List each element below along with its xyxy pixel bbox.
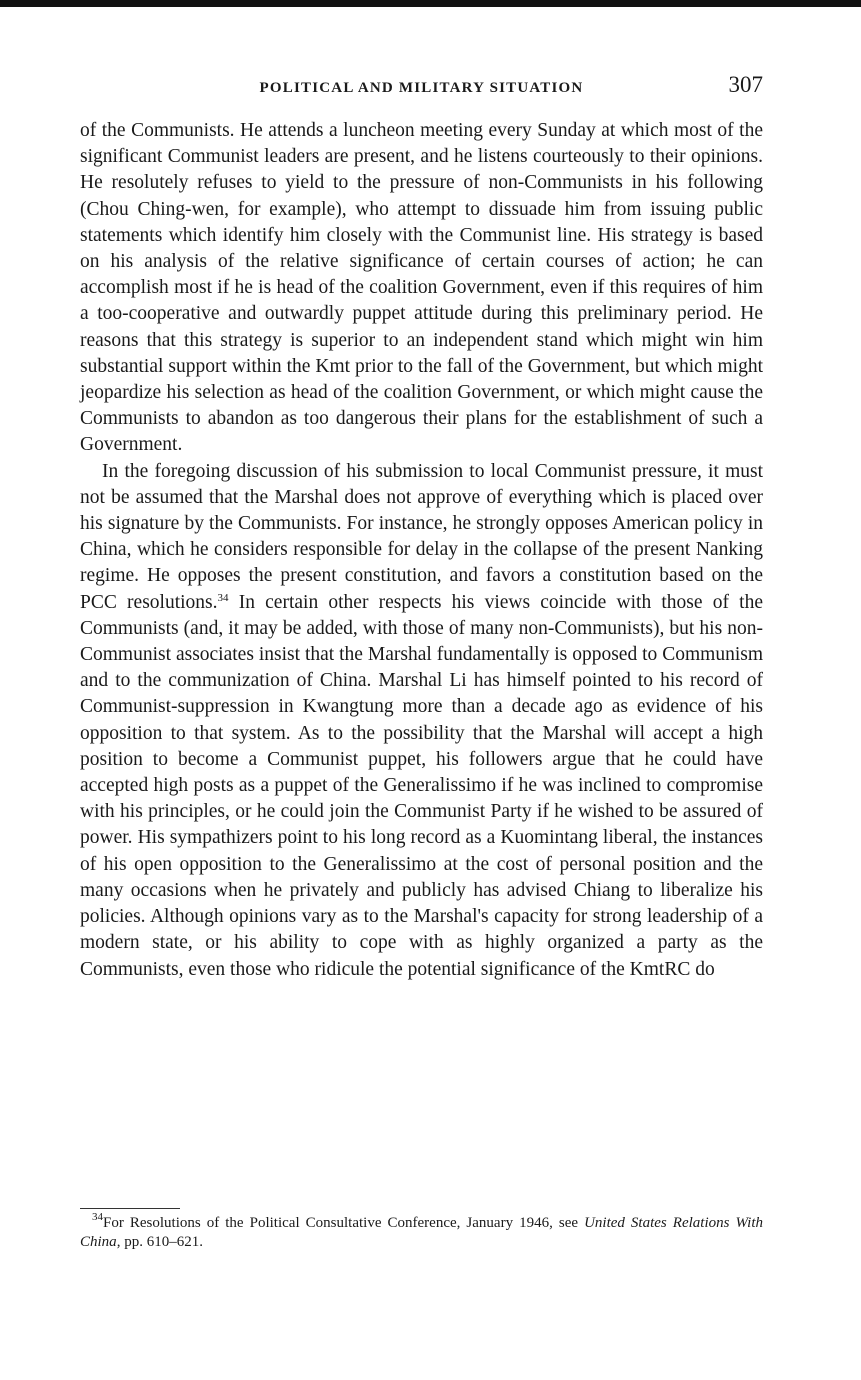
footnote (80, 1211, 763, 1252)
paragraph-2 (80, 459, 763, 983)
top-page-border (0, 0, 861, 7)
paragraph-2-part-2: In certain other respects his views coincide with those of the Communists (and, it may be added, with those of many non-Communists), but his non-Communist associates insist that the Marshal fundamentally is opposed to Communism and to the communization of China. Marshal Li has himself pointed to his record of Communist-suppression in Kwangtung more than a decade ago as evidence of his opposition to that system. As to the possibility that the Marshal will accept a high position to become a Communist puppet, his followers argue that he could have accepted high posts as a puppet of the Generalissimo if he was inclined to compromise with his principles, or he could join the Communist Party if he wished to be assured of power. His sympathizers point to his long record as a Kuomintang liberal, the instances of his open opposition to the Generalissimo at the cost of personal position and the many occasions when he privately and publicly has advised Chiang to liberalize his policies. Although opinions vary as to the Marshal's capacity for strong leadership of a modern state, or his ability to cope with as highly organized a party as the Communists, even those who ridicule the potential significance of the KmtRC do (80, 591, 764, 980)
footnote-cited-title: United States Relations With China (80, 1215, 763, 1250)
footnote-text-2: , pp. 610–621. (116, 1234, 203, 1250)
footnote-number: 34 (92, 1211, 103, 1223)
footnote-text-1: For Resolutions of the Political Consultative Conference, January 1946, see (103, 1215, 585, 1231)
page-number: 307 (728, 72, 763, 97)
footnote-divider (80, 1208, 180, 1209)
paragraph-2-part-1: In the foregoing discussion of his submission to local Communist pressure, it must not be assumed that the Marshal does not approve of everything which is placed over his signature by the Communists. For instance, he strongly opposes American policy in China, which he considers responsible for delay in the collapse of the present Nanking regime. He opposes the present constitution, and favors a constitution based on the PCC resolutions. (80, 460, 763, 613)
running-title: POLITICAL AND MILITARY SITUATION (259, 80, 584, 96)
paragraph-1: of the Communists. He attends a luncheon meeting every Sunday at which most of the significant Communist leaders are present, and he listens courteously to their opinions. He resolutely refuses to yield to the pressure of non-Communists in his following (Chou Ching-wen, for example), who attempt to dissuade him from issuing public statements which identify him closely with the Communist line. His strategy is based on his analysis of the relative significance of certain courses of action; he can accomplish most if he is head of the coalition Government, even if this requires of him a too-cooperative and outwardly puppet attitude during this preliminary period. He reasons that this strategy is superior to an independent stand which might win him substantial support within the Kmt prior to the fall of the Government, but which might jeopardize his selection as head of the coalition Government, or which might cause the Communists to abandon as too dangerous their plans for the establishment of such a Government. (80, 120, 763, 456)
footnote-ref-34: 34 (217, 591, 229, 604)
running-head (80, 72, 763, 104)
body-text (80, 118, 763, 983)
footnote-34 (80, 1211, 763, 1252)
